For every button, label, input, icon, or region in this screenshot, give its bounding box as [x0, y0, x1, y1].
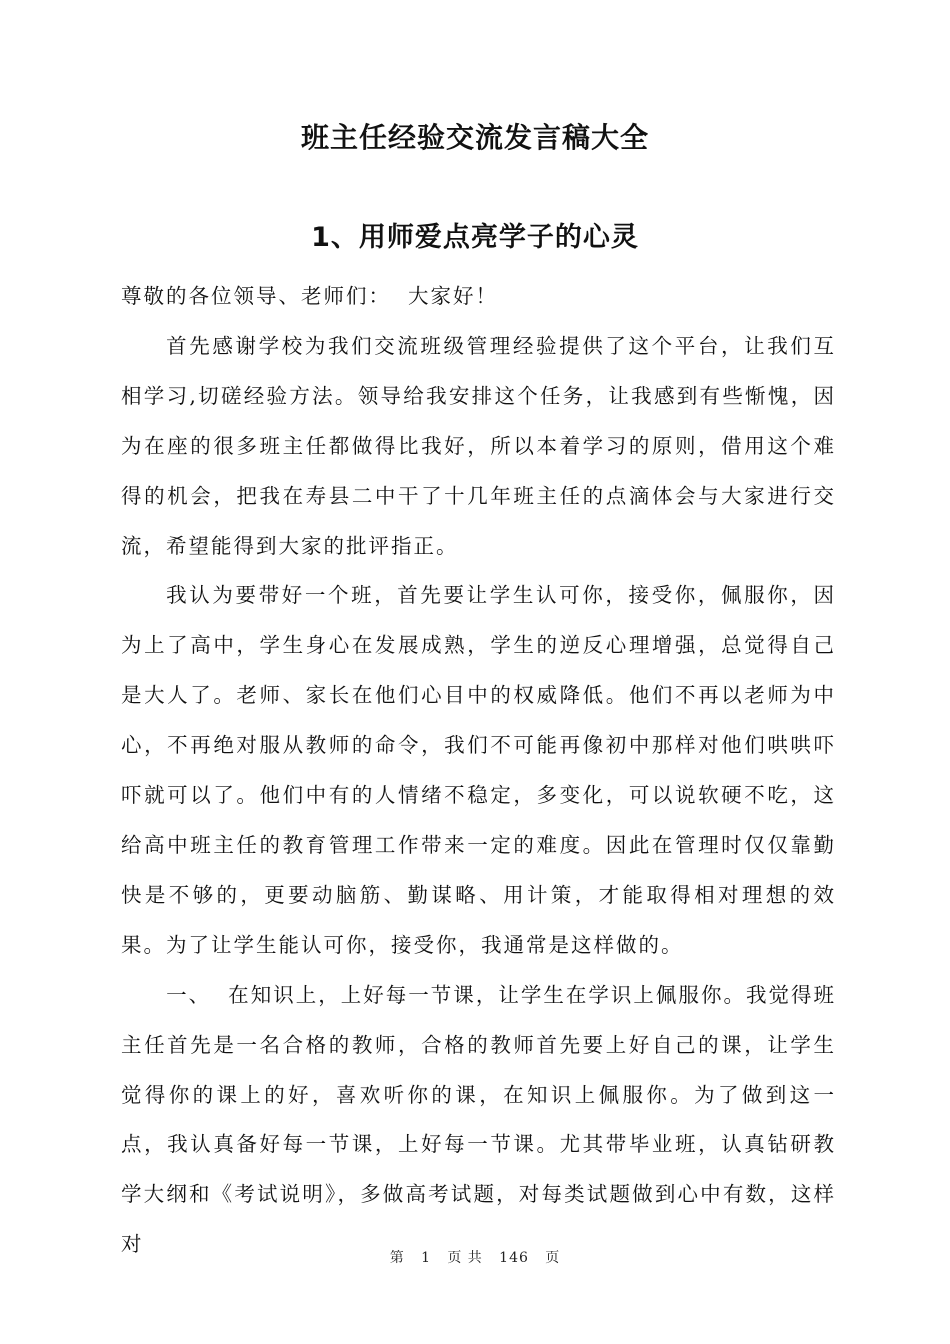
footer-total-pages: 146	[499, 1250, 529, 1266]
footer-prefix: 第	[389, 1250, 405, 1266]
footer-middle: 页 共	[447, 1250, 483, 1266]
body-paragraph: 一、 在知识上，上好每一节课，让学生在学识上佩服你。我觉得班主任首先是一名合格的教师，合格的教师首先要上好自己的课，让学生觉得你的课上的好，喜欢听你的课，在知识上佩服你。为了做到这一点，我认真备好每一节课，上好每一节课。尤其带毕业班，认真钻研教学大纲和《考试说明》，多做高考试题，对每类试题做到心中有数，这样对	[121, 982, 836, 1257]
body-paragraph: 首先感谢学校为我们交流班级管理经验提供了这个平台，让我们互相学习,切磋经验方法。领导给我安排这个任务，让我感到有些惭愧，因为在座的很多班主任都做得比我好，所以本着学习的原则，借用这个难得的机会，把我在寿县二中干了十几年班主任的点滴体会与大家进行交流，希望能得到大家的批评指正。	[121, 333, 836, 558]
document-title: 班主任经验交流发言稿大全	[300, 121, 649, 154]
footer-suffix: 页	[545, 1250, 561, 1266]
footer-page-number: 1	[421, 1250, 431, 1266]
body-paragraph: 我认为要带好一个班，首先要让学生认可你，接受你，佩服你，因为上了高中，学生身心在发展成熟，学生的逆反心理增强，总觉得自己是大人了。老师、家长在他们心目中的权威降低。他们不再以老师为中心，不再绝对服从教师的命令，我们不可能再像初中那样对他们哄哄吓吓就可以了。他们中有的人情绪不稳定，多变化，可以说软硬不吃，这给高中班主任的教育管理工作带来一定的难度。因此在管理时仅仅靠勤快是不够的，更要动脑筋、勤谋略、用计策，才能取得相对理想的效果。为了让学生能认可你，接受你，我通常是这样做的。	[121, 583, 836, 957]
greeting-line: 尊敬的各位领导、老师们： 大家好！	[121, 284, 499, 308]
page-footer	[0, 1248, 950, 1268]
section-title: 1、用师爱点亮学子的心灵	[311, 222, 639, 253]
document-body	[121, 272, 836, 1270]
